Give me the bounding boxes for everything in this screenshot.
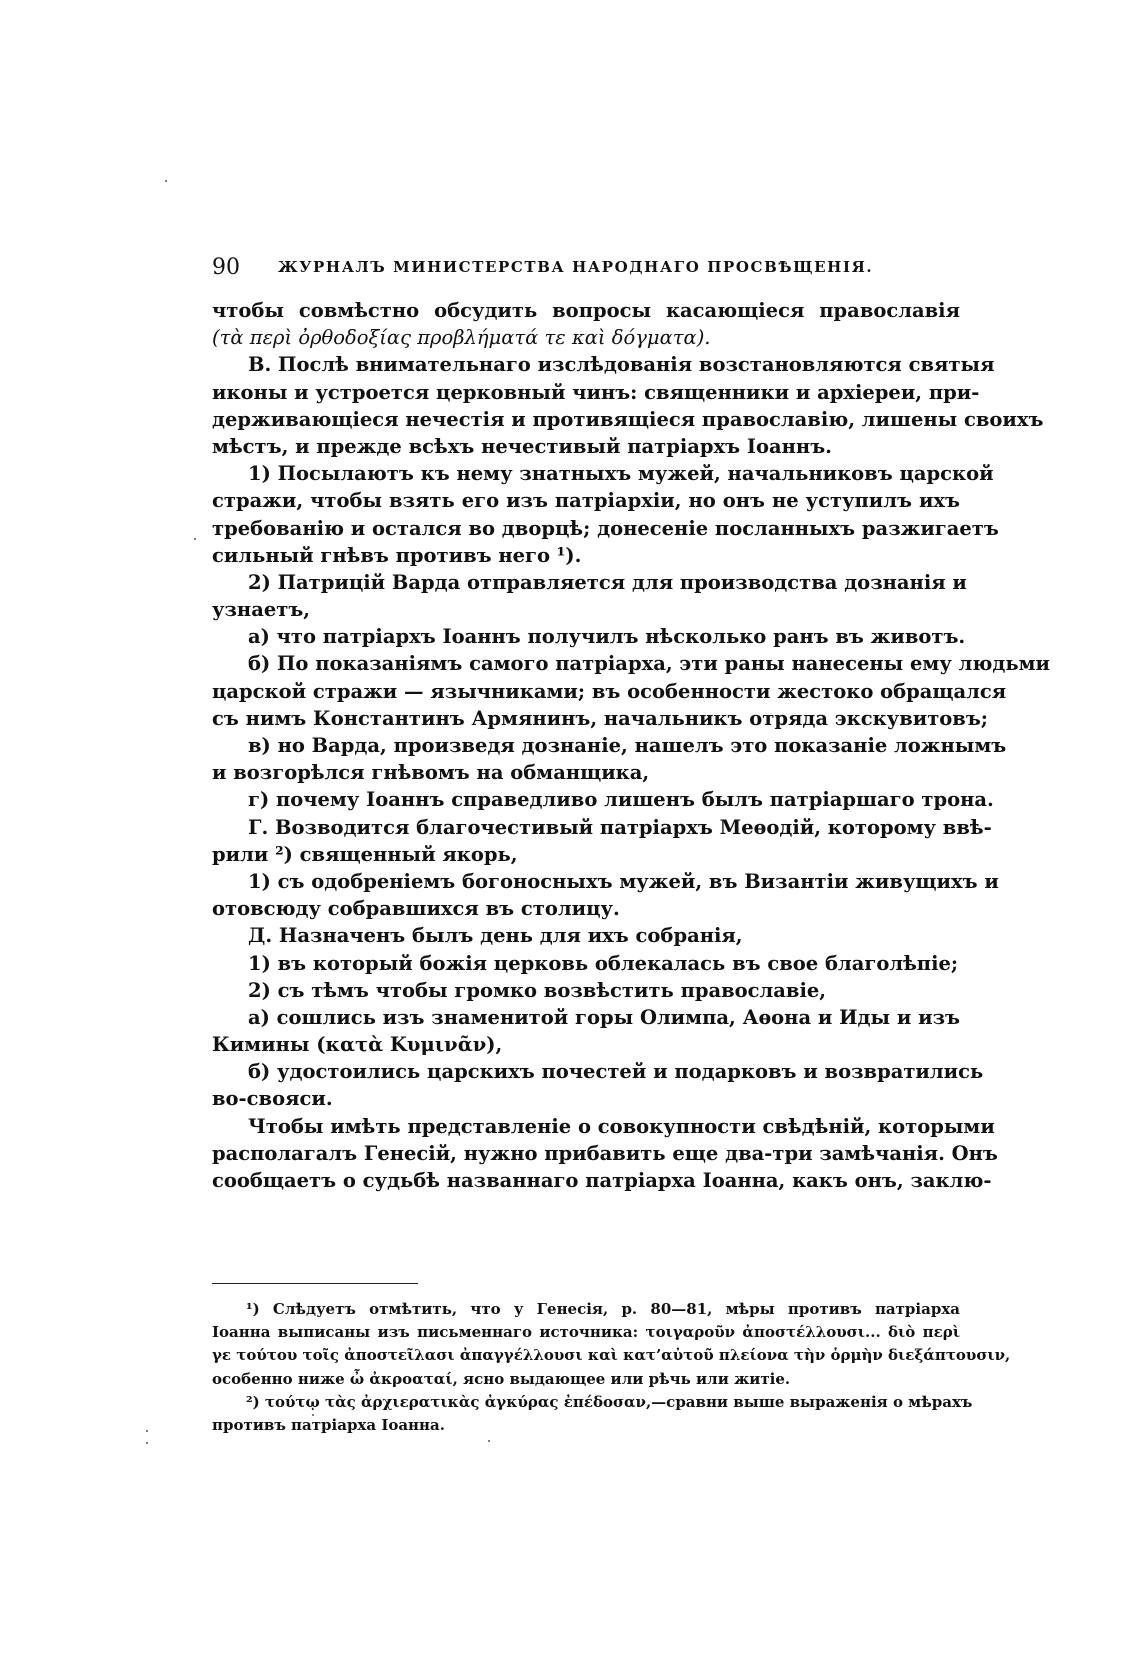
page-number: 90	[212, 255, 240, 280]
footnotes	[212, 1298, 1011, 1437]
text-line: б) удостоились царскихъ почестей и подарковъ и возвратились	[248, 1060, 984, 1084]
text-line: царской стражи — язычниками; въ особенности жестоко обращался	[212, 679, 1007, 703]
text-line: В. Послѣ внимательнаго изслѣдованія возстановляются святыя	[248, 353, 995, 377]
text-line: 1) Посылаютъ къ нему знатныхъ мужей, начальниковъ царской	[248, 462, 994, 486]
scan-speck	[146, 1430, 148, 1432]
footnote-line: ²) τούτῳ τὰς ἀρχιερατικὰς ἀγκύρας ἐπέδοσαν,—сравни выше выраженія о мѣрахъ	[246, 1392, 973, 1411]
footnote-line: γε τούτου τοῖς ἀποστεῖλασι ἀπαγγέλλουσι καὶ κατ’αὐτοῦ πλείονα τὴν ὁρμὴν διεξάπτουσιν,	[212, 1346, 1011, 1365]
text-line: а) сошлись изъ знаменитой горы Олимпа, Аѳона и Иды и изъ	[248, 1005, 961, 1029]
text-line: сильный гнѣвъ противъ него ¹).	[212, 543, 582, 567]
scan-speck	[146, 1442, 148, 1444]
text-line: чтобы совмѣстно обсудить вопросы касающіеся православія	[212, 299, 960, 322]
text-line: сообщаетъ о судьбѣ названнаго патріарха Іоанна, какъ онъ, заклю-	[212, 1169, 992, 1192]
main-text	[212, 297, 1050, 1194]
text-line: Кимины (κατὰ Κυμινᾶν),	[212, 1033, 503, 1057]
text-line: 2) Патрицій Варда отправляется для производства дознанія и	[248, 570, 967, 594]
text-line: 2) съ тѣмъ чтобы громко возвѣстить православіе,	[248, 978, 827, 1002]
text-line: иконы и устроется церковный чинъ: священники и архіереи, при-	[212, 380, 980, 404]
footnote-line: противъ патріарха Іоанна.	[212, 1415, 445, 1434]
footnote-divider	[212, 1283, 418, 1284]
scan-speck	[312, 1414, 314, 1416]
text-line: а) что патріархъ Іоаннъ получилъ нѣсколько ранъ въ животъ.	[248, 625, 966, 649]
scan-speck	[165, 180, 167, 182]
text-line: стражи, чтобы взять его изъ патріархіи, но онъ не уступилъ ихъ	[212, 489, 960, 513]
page-header	[212, 255, 960, 287]
text-line: 1) въ который божія церковь облекалась въ свое благолѣпіе;	[248, 951, 959, 975]
text-line: отовсюду собравшихся въ столицу.	[212, 897, 620, 921]
scan-speck	[194, 538, 196, 540]
text-line: г) почему Іоаннъ справедливо лишенъ былъ патріаршаго трона.	[248, 788, 994, 812]
text-line: Чтобы имѣть представленіе о совокупности свѣдѣній, которыми	[248, 1114, 995, 1138]
text-line: держивающіеся нечестія и противящіеся православію, лишены своихъ	[212, 407, 1044, 431]
text-line: 1) съ одобреніемъ богоносныхъ мужей, въ Византіи живущихъ и	[248, 869, 999, 893]
text-line: рили ²) священный якорь,	[212, 842, 518, 866]
text-line: и возгорѣлся гнѣвомъ на обманщика,	[212, 761, 650, 785]
text-line: Г. Возводится благочестивый патріархъ Меѳодій, которому ввѣ-	[248, 815, 992, 839]
text-line: во-свояси.	[212, 1087, 333, 1111]
text-line: мѣстъ, и прежде всѣхъ нечестивый патріархъ Іоаннъ.	[212, 434, 832, 458]
text-line: Д. Назначенъ былъ день для ихъ собранія,	[248, 924, 743, 948]
text-line: в) но Варда, произведя дознаніе, нашелъ это показаніе ложнымъ	[248, 734, 1007, 757]
running-title: ЖУРНАЛЪ МИНИСТЕРСТВА НАРОДНАГО ПРОСВѢЩЕНІЯ.	[278, 258, 874, 276]
scan-speck	[488, 1440, 490, 1442]
text-line: б) По показаніямъ самого патріарха, эти раны нанесены ему людьми	[248, 652, 1050, 676]
text-line: (τὰ περὶ ὀρθοδοξίας προβλήματά τε καὶ δόγματα).	[212, 326, 711, 350]
text-line: требованію и остался во дворцѣ; донесеніе посланныхъ разжигаетъ	[212, 516, 999, 540]
text-line: съ нимъ Константинъ Армянинъ, начальникъ отряда экскувитовъ;	[212, 706, 989, 730]
footnote-line: особенно ниже ὦ ἀκροαταί, ясно выдающее или рѣчь или житіе.	[212, 1369, 791, 1388]
text-line: узнаетъ,	[212, 598, 311, 622]
footnote-line: ¹) Слѣдуетъ отмѣтить, что у Генесія, p. 80—81, мѣры противъ патріарха	[246, 1300, 960, 1318]
text-line: располагалъ Генесій, нужно прибавить еще два-три замѣчанія. Онъ	[212, 1141, 998, 1165]
footnote-line: Іоанна выписаны изъ письменнаго источника: τοιγαροῦν ἀποστέλλουσι... διὸ περὶ	[212, 1323, 960, 1342]
